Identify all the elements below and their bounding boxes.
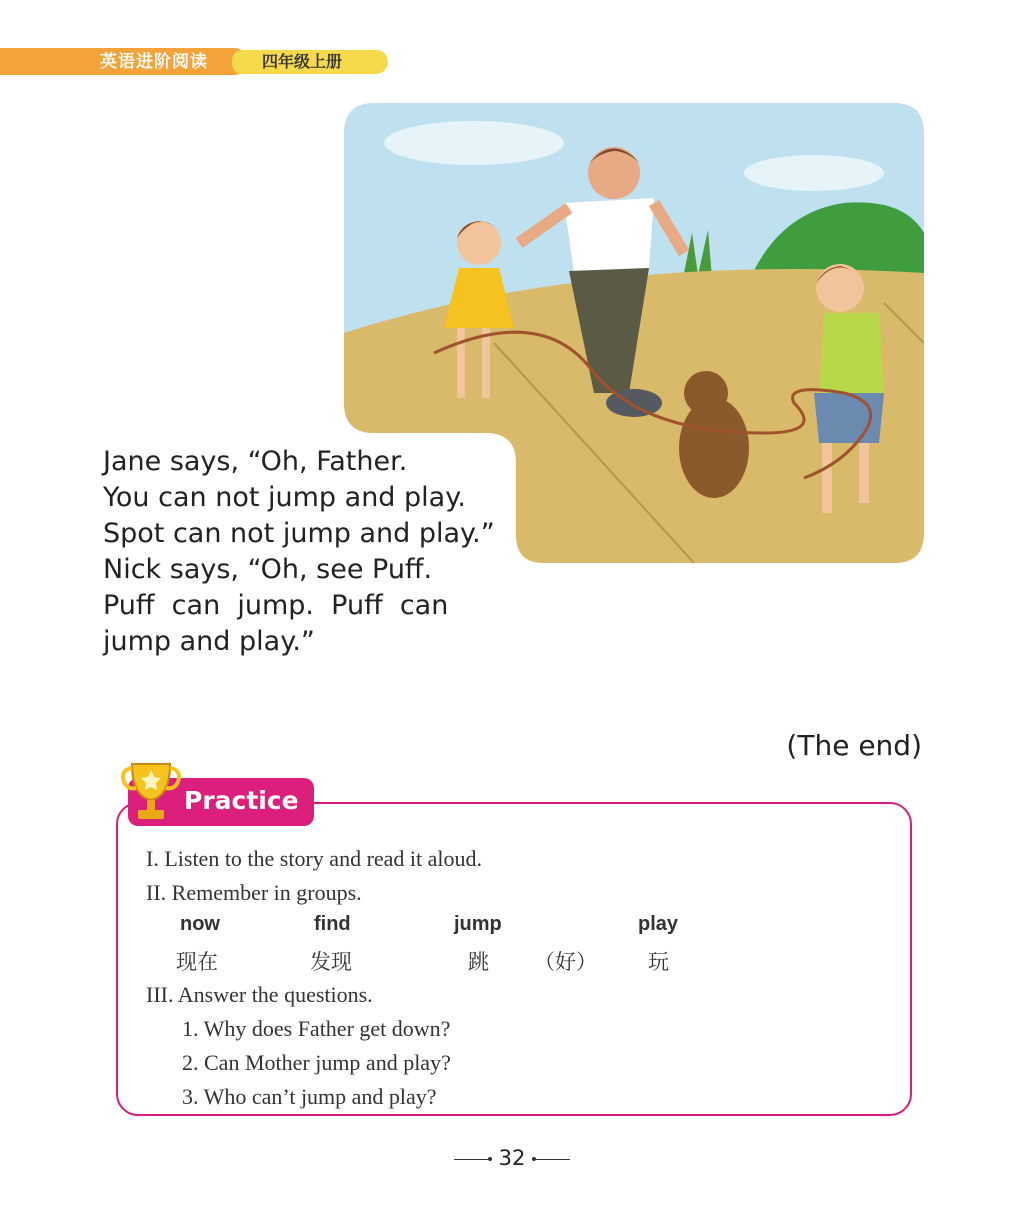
the-end-label: (The end) [786,729,922,762]
page-number-block [454,1146,570,1172]
vocab-word-jump: jump [454,913,502,935]
book-grade-label: 四年级上册 [262,52,343,71]
page-number-rule-left [454,1159,490,1160]
page-number: 32 [498,1146,526,1170]
trophy-icon [118,756,184,826]
story-line: You can not jump and play. [103,482,466,513]
practice-item-1: I. Listen to the story and read it aloud. [146,846,483,871]
question-1: 1. Why does Father get down? [182,1016,451,1041]
vocab-word-now: now [180,913,220,935]
vocab-cn-jump: 跳 [468,950,489,974]
page-number-dot-left [488,1157,492,1161]
book-series-title: 英语进阶阅读 [100,52,208,72]
vocab-word-find: find [314,913,351,935]
practice-item-3: III. Answer the questions. [146,982,373,1007]
question-2: 2. Can Mother jump and play? [182,1050,451,1075]
story-text [103,444,503,660]
vocab-cn-play: 玩 [648,950,669,974]
question-3: 3. Who can’t jump and play? [182,1084,437,1109]
story-line: Spot can not jump and play.” [103,518,495,549]
vocab-cn-now: 现在 [176,950,218,974]
story-line: Jane says, “Oh, Father. [103,446,408,477]
practice-title: Practice [184,786,299,815]
story-line: jump and play.” [103,626,315,657]
vocab-cn-find: 发现 [310,950,352,974]
practice-item-2: II. Remember in groups. [146,880,362,905]
vocab-word-play: play [638,913,679,935]
story-line: Puff can jump. Puff can [103,590,449,621]
page-number-rule-right [534,1159,570,1160]
story-line: Nick says, “Oh, see Puff. [103,554,433,585]
vocab-cn-good: （好） [534,950,597,974]
